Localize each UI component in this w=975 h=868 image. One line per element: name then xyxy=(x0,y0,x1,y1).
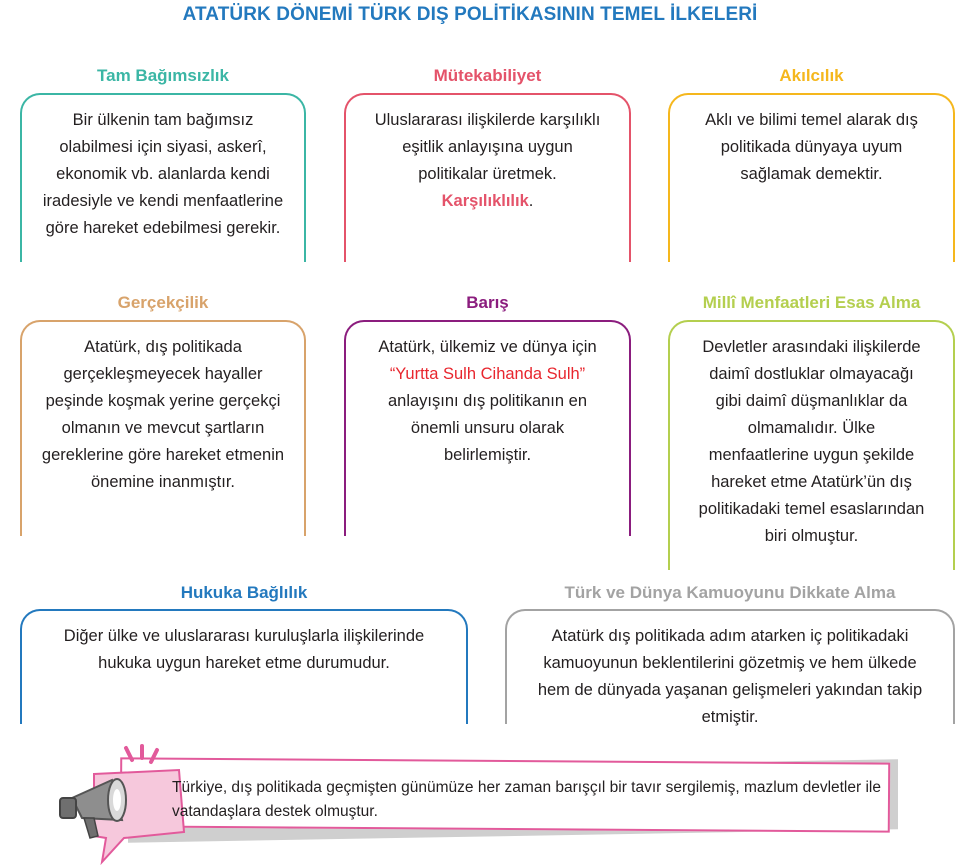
card-tam-bagimsizlik xyxy=(20,93,306,262)
card-hukuka-baglilik xyxy=(20,609,468,724)
card-mutekabiliyet xyxy=(344,93,631,262)
card-milli-menfaatler xyxy=(668,320,955,570)
card-baris xyxy=(344,320,631,536)
card-heading-hukuka-baglilik: Hukuka Bağlılık xyxy=(180,583,308,602)
card-heading-akilcilik: Akılcılık xyxy=(779,66,844,85)
quote-text: “Yurtta Sulh Cihanda Sulh” xyxy=(389,365,586,383)
card-heading-gercekcilik: Gerçekçilik xyxy=(117,293,209,312)
card-text: Aklı ve bilimi temel alarak dış politikada dünyaya uyum sağlamak demektir. xyxy=(705,111,918,183)
card-text: Bir ülkenin tam bağımsız olabilmesi için siyasi, askerî, ekonomik vb. alanlarda kendi iradesiyle ve kendi menfaatlerine göre hareket edebilmesi gerekir. xyxy=(42,111,284,237)
card-text-start: Atatürk, ülkemiz ve dünya için xyxy=(378,338,597,356)
page-title: ATATÜRK DÖNEMİ TÜRK DIŞ POLİTİKASININ TEMEL İLKELERİ xyxy=(182,4,758,25)
card-text: Uluslararası ilişkilerde karşılıklı eşitlik anlayışına uygun politikalar üretmek. xyxy=(374,111,601,183)
card-heading-baris: Barış xyxy=(466,293,509,312)
card-text: Diğer ülke ve uluslararası kuruluşlarla ilişkilerinde hukuka uygun hareket etme durumudur. xyxy=(63,627,425,672)
card-text: Devletler arasındaki ilişkilerde daimî dostluklar olmayacağı gibi daimî düşmanlıklar da olmamalıdır. Ülke menfaatlerine uygun şekilde hareket etme Atatürk’ün dış politikadaki temel esaslarından biri olmuştur. xyxy=(698,338,925,545)
card-text: Atatürk dış politikada adım atarken iç politikadaki kamuoyunun beklentilerini gözetmiş ve hem ülkede hem de dünyada yaşanan gelişmeleri yakından takip etmiştir. xyxy=(537,627,923,726)
info-note xyxy=(60,740,920,865)
card-kamuoyu xyxy=(505,609,955,724)
highlight-term: Karşılıklılık xyxy=(441,192,529,210)
card-heading-mutekabiliyet: Mütekabiliyet xyxy=(433,66,542,85)
card-akilcilik xyxy=(668,93,955,262)
card-gercekcilik xyxy=(20,320,306,536)
card-text: Atatürk, dış politikada gerçekleşmeyecek hayaller peşinde koşmak yerine gerçekçi olmanın ve mevcut şartların gereklerine göre hareket etmenin önemine inanmıştır. xyxy=(41,338,285,491)
note-text: Türkiye, dış politikada geçmişten günümüze her zaman barışçıl bir tavır sergilemiş, mazlum devletler ile vatandaşlara destek olmuştur. xyxy=(172,779,881,820)
card-heading-milli-menfaatler: Millî Menfaatleri Esas Alma xyxy=(702,293,921,312)
card-text: anlayışını dış politikanın en önemli unsuru olarak belirlemiştir. xyxy=(387,392,588,464)
card-heading-tam-bagimsizlik: Tam Bağımsızlık xyxy=(97,66,229,85)
card-heading-kamuoyu: Türk ve Dünya Kamuoyunu Dikkate Alma xyxy=(564,583,896,602)
card-text-end: . xyxy=(528,192,534,210)
